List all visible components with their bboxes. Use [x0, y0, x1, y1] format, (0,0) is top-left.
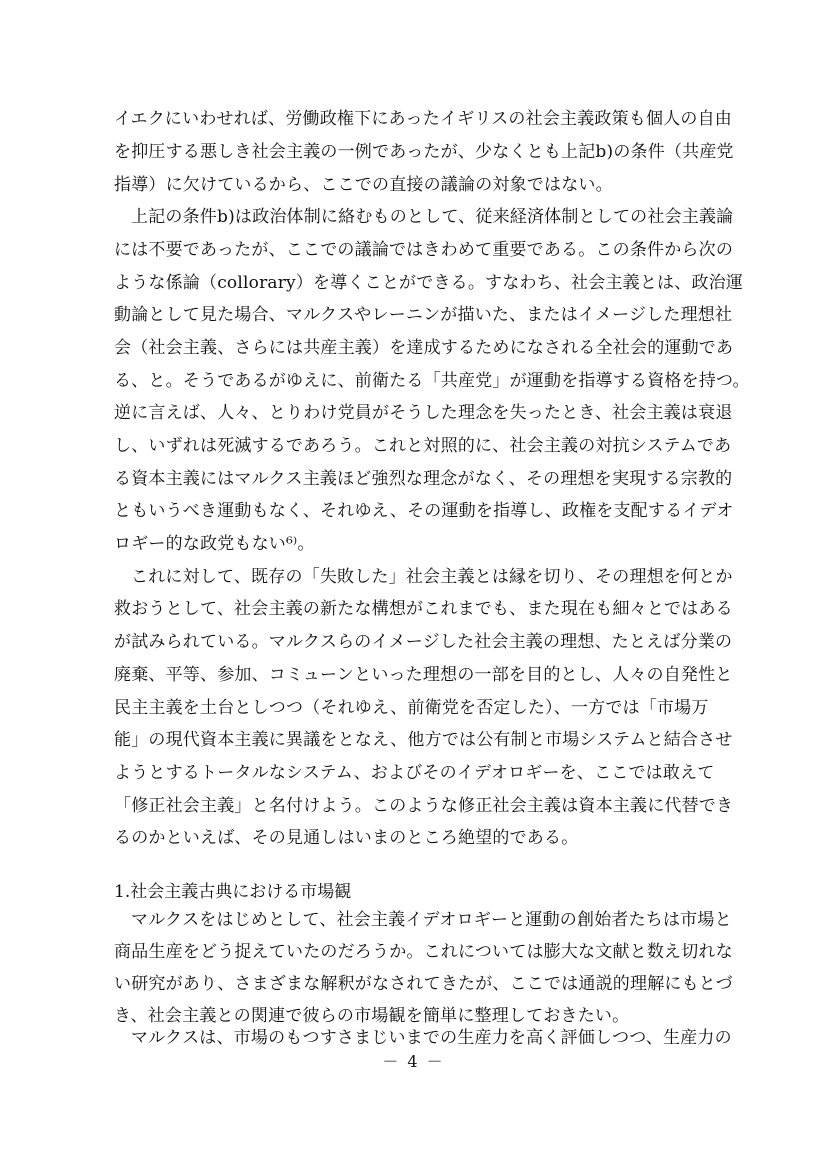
- text-line: マルクスをはじめとして、社会主義イデオロギーと運動の創始者たちは市場と: [131, 910, 732, 930]
- text-line: ロギー的な政党もない⁶⁾。: [114, 534, 315, 554]
- text-line: イエクにいわせれば、労働政権下にあったイギリスの社会主義政策も個人の自由: [114, 109, 733, 129]
- text-line: ような係論（collorary）を導くことができる。すなわち、社会主義とは、政治運: [114, 273, 744, 293]
- text-line: い研究があり、さまざまな解釈がなされてきたが、ここでは通説的理解にもとづ: [114, 974, 733, 994]
- text-line: 動論として見た場合、マルクスやレーニンが描いた、またはイメージした理想社: [114, 305, 733, 325]
- text-line: マルクスは、市場のもつすさまじいまでの生産力を高く評価しつつ、生産力の: [131, 1028, 732, 1048]
- text-line: 「修正社会主義」と名付けよう。このような修正社会主義は資本主義に代替でき: [114, 796, 734, 816]
- text-line: が試みられている。マルクスらのイメージした社会主義の理想、たとえば分業の: [114, 632, 733, 652]
- text-line: 廃棄、平等、参加、コミューンといった理想の一部を目的とし、人々の自発性と: [114, 665, 733, 685]
- text-line: には不要であったが、ここでの議論ではきわめて重要である。この条件から次の: [114, 240, 734, 260]
- text-line: 会（社会主義、さらには共産主義）を達成するためになされる全社会的運動であ: [114, 338, 734, 358]
- text-line: 上記の条件b)は政治体制に絡むものとして、従来経済体制としての社会主義論: [131, 207, 734, 227]
- text-line: る資本主義にはマルクス主義ほど強烈な理念がなく、その理想を実現する宗教的: [114, 469, 733, 489]
- text-line: 商品生産をどう捉えていたのだろうか。これについては膨大な文献と数え切れな: [114, 942, 733, 962]
- text-line: 逆に言えば、人々、とりわけ党員がそうした理念を失ったとき、社会主義は衰退: [114, 403, 733, 423]
- text-line: し、いずれは死滅するであろう。これと対照的に、社会主義の対抗システムであ: [114, 436, 732, 456]
- text-line: 救おうとして、社会主義の新たな構想がこれまでも、また現在も細々とではある: [114, 599, 733, 619]
- text-line: 能」の現代資本主義に異議をとなえ、他方では公有制と市場システムと結合させ: [114, 730, 733, 750]
- text-line: る、と。そうであるがゆえに、前衛たる「共産党」が運動を指導する資格を持つ。: [114, 371, 750, 391]
- text-line: ようとするトータルなシステム、およびそのイデオロギーを、ここでは敢えて: [114, 763, 715, 783]
- text-line: これに対して、既存の「失敗した」社会主義とは縁を切り、その理想を何とか: [131, 567, 733, 587]
- text-line: き、社会主義との関連で彼らの市場観を簡単に整理しておきたい。: [114, 1006, 630, 1026]
- section-heading: 1.社会主義古典における市場観: [114, 882, 352, 902]
- text-line: 指導）に欠けているから、ここでの直接の議論の対象ではない。: [114, 175, 613, 195]
- page-number: － 4 －: [382, 1052, 445, 1071]
- text-line: るのかといえば、その見通しはいまのところ絶望的である。: [114, 828, 579, 848]
- text-line: ともいうべき運動もなく、それゆえ、その運動を指導し、政権を支配するイデオ: [114, 501, 734, 521]
- text-line: 民主主義を土台としつつ（それゆえ、前衛党を否定した）、一方では「市場万: [114, 698, 709, 718]
- text-line: を抑圧する悪しき社会主義の一例であったが、少なくとも上記b)の条件（共産党: [114, 142, 734, 162]
